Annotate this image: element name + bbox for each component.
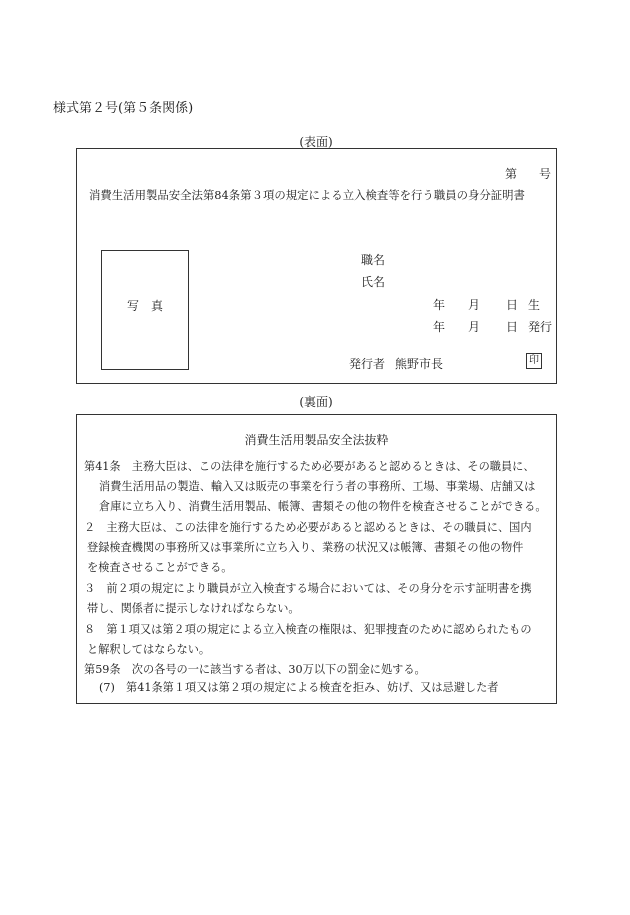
birth-day: 日 [506,298,519,312]
number-suffix: 号 [539,167,552,181]
birth-suffix: 生 [528,298,541,312]
law-line: を検査させることができる。 [87,561,233,574]
issue-month: 月 [468,320,481,334]
law-line: ３ 前２項の規定により職員が立入検査する場合においては、その身分を示す証明書を携 [84,582,532,595]
id-card-back [76,414,557,704]
law-line: ８ 第１項又は第２項の規定による立入検査の権限は、犯罪捜査のために認められたもの [84,623,532,636]
law-line: 第59条 次の各号の一に該当する者は、30万以下の罰金に処する。 [84,663,426,676]
issue-year: 年 [433,320,446,334]
form-title: 様式第２号(第５条関係) [53,101,194,116]
law-line: 倉庫に立ち入り、消費生活用製品、帳簿、書類その他の物件を検査させることができる。 [99,500,547,513]
law-line: 登録検査機関の事務所又は事業所に立ち入り、業務の状況又は帳簿、書類その他の物件 [87,541,524,554]
law-line: と解釈してはならない。 [87,643,211,656]
law-line: 消費生活用品の製造、輸入又は販売の事業を行う者の事務所、工場、事業場、店舗又は [99,480,536,493]
seal-mark: 印 [526,353,542,369]
law-line: 帯し、関係者に提示しなければならない。 [87,602,300,615]
birth-year: 年 [433,298,446,312]
photo-label: 写 真 [126,299,163,313]
issuer-name: 熊野市長 [395,357,444,371]
issue-suffix: 発行 [528,320,553,334]
law-line: 第41条 主務大臣は、この法律を施行するため必要があると認めるときは、その職員に、 [84,460,535,473]
front-side-label: (表面) [299,135,333,149]
photo-box [101,250,189,370]
position-label: 職名 [361,253,386,267]
back-side-label: (裏面) [299,395,333,409]
name-label: 氏名 [361,275,386,289]
issue-day: 日 [506,320,519,334]
id-card-front [76,148,557,384]
number-prefix: 第 [505,167,518,181]
certificate-title: 消費生活用製品安全法第84条第３項の規定による立入検査等を行う職員の身分証明書 [89,188,525,202]
law-excerpt-heading: 消費生活用製品安全法抜粋 [244,433,389,447]
issuer-label: 発行者 [349,357,386,371]
birth-month: 月 [468,298,481,312]
law-line: ２ 主務大臣は、この法律を施行するため必要があると認めるときは、その職員に、国内 [84,521,532,534]
law-line: (7) 第41条第１項又は第２項の規定による検査を拒み、妨げ、又は忌避した者 [99,681,499,694]
